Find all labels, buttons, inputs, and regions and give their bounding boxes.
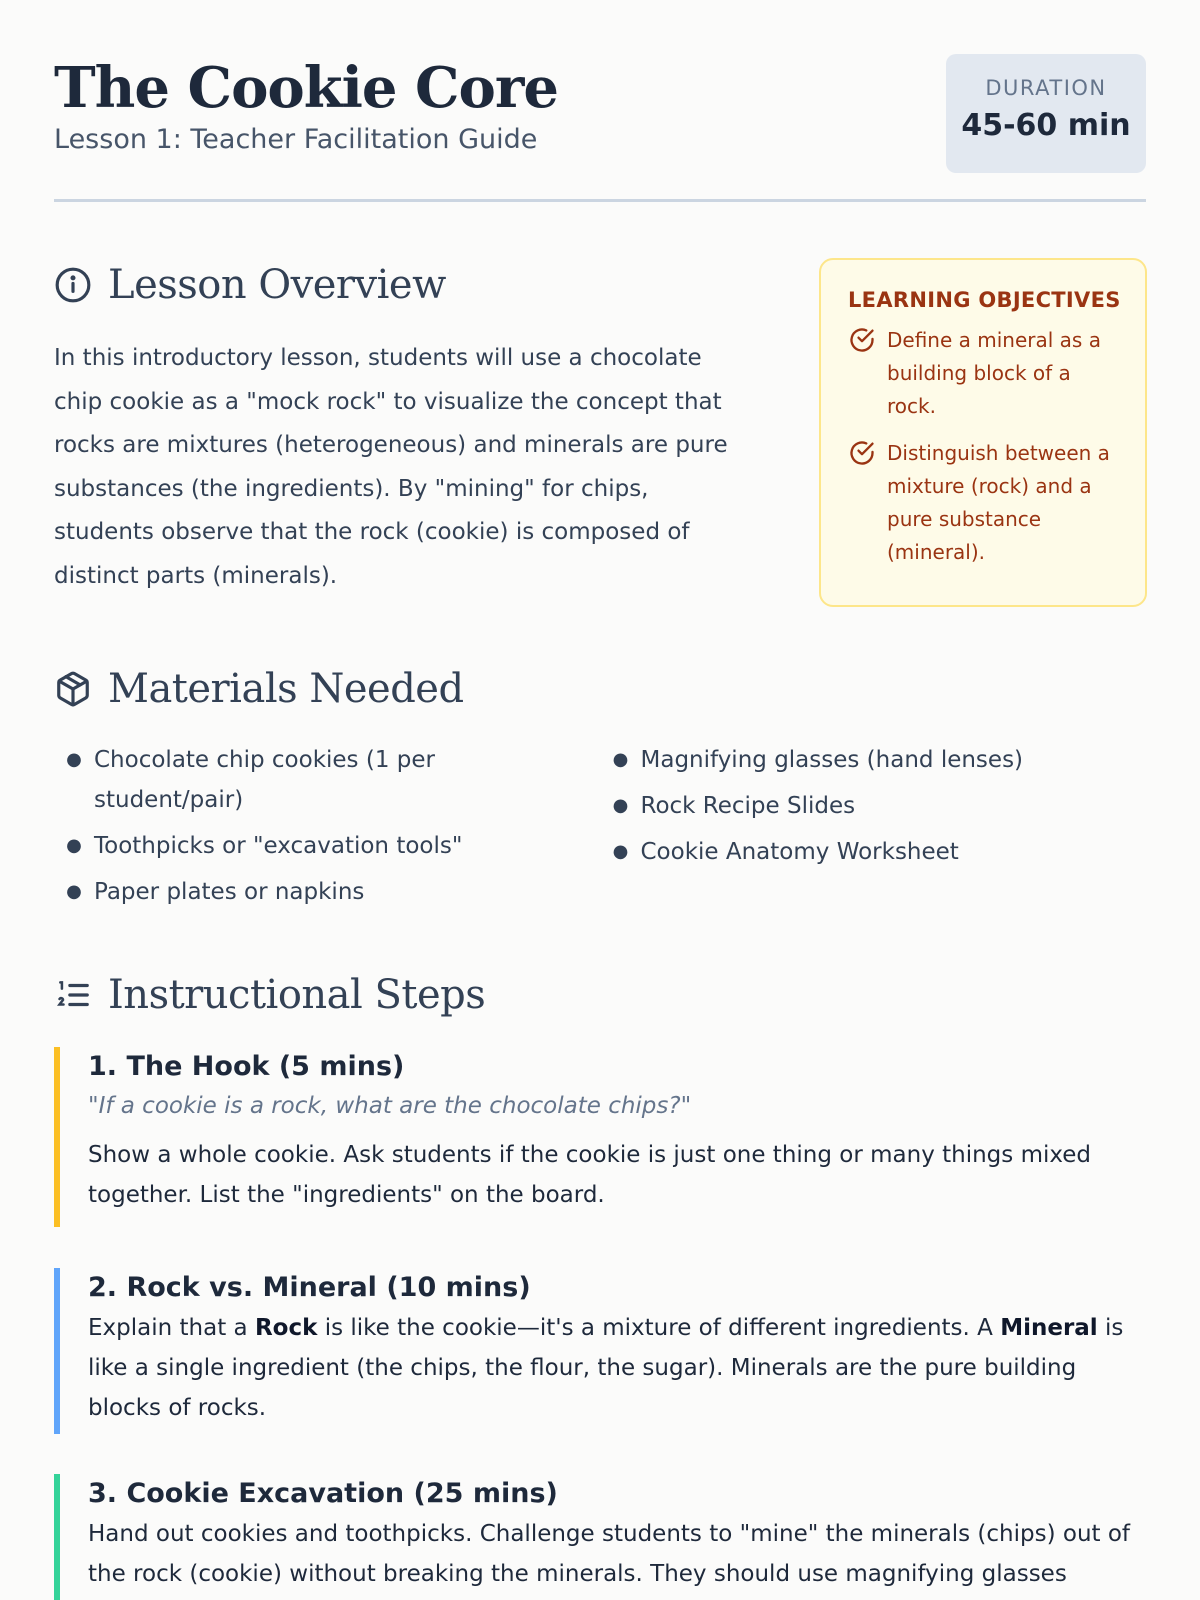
bullet: ● [612,795,629,816]
materials-column-right [601,740,1148,918]
bullet: ● [612,749,629,770]
page-subtitle: Lesson 1: Teacher Facilitation Guide [54,124,538,155]
objective-text: Define a mineral as a building block of a rock. [887,328,1101,418]
step-body-text: Explain that a [88,1315,255,1341]
bullet: ● [612,841,629,862]
material-text: Magnifying glasses (hand lenses) [640,747,1024,773]
step-accent-bar [54,1047,60,1227]
materials-column-left [54,740,601,918]
material-item [601,786,1148,826]
bullet: ● [66,881,82,902]
step-title: 1. The Hook (5 mins) [88,1051,405,1082]
materials-heading [54,666,464,712]
step-body: Hand out cookies and toothpicks. Challenge students to "mine" the minerals (chips) out of the rock (cookie) without breaking the minerals. They should use magnifying glasses [88,1521,1131,1587]
duration-badge [946,54,1146,173]
info-circle-icon [54,266,92,304]
duration-label: DURATION [985,76,1107,100]
check-circle-icon [848,439,876,467]
objective-text: Distinguish between a mixture (rock) and a pure substance (mineral). [887,441,1110,564]
duration-value: 45-60 min [961,108,1131,143]
step-quote: "If a cookie is a rock, what are the chocolate chips?" [88,1093,692,1119]
step-1 [54,1047,1147,1227]
step-2 [54,1268,1147,1434]
step-body: Show a whole cookie. Ask students if the cookie is just one thing or many things mixed together. List the "ingredients" on the board. [88,1142,1092,1208]
term-mineral: Mineral [1000,1315,1098,1341]
overview-heading [54,262,446,308]
overview-title: Lesson Overview [108,262,446,308]
step-3 [54,1474,1147,1600]
step-accent-bar [54,1474,60,1600]
material-item [54,872,601,912]
bullet: ● [66,835,82,856]
step-title: 2. Rock vs. Mineral (10 mins) [88,1272,531,1303]
step-body-text: is like a single ingredient (the chips, the flour, the sugar). Minerals are the pure building blocks of rocks. [88,1315,1124,1421]
objective-item [848,324,1121,423]
material-text: Paper plates or napkins [94,879,365,905]
material-text: Chocolate chip cookies (1 per student/pair) [94,747,435,813]
materials-list [54,740,1147,918]
overview-text: In this introductory lesson, students will use a chocolate chip cookie as a "mock rock" to visualize the concept that rocks are mixtures (heterogeneous) and minerals are pure substances (the ingredients). By "mining" for chips, students observe that the rock (cookie) is composed of distinct parts (minerals). [54,345,728,589]
material-item [54,740,601,820]
step-body [88,1308,1147,1428]
material-text: Toothpicks or "excavation tools" [94,833,463,859]
package-icon [54,670,92,708]
step-body-text: is like the cookie—it's a mixture of different ingredients. A [317,1315,1001,1341]
page-title: The Cookie Core [54,55,559,121]
material-text: Rock Recipe Slides [640,793,856,819]
objective-item [848,437,1121,569]
step-accent-bar [54,1268,60,1434]
learning-objectives-box [819,258,1147,607]
material-item [601,832,1148,872]
materials-title: Materials Needed [108,666,464,712]
bullet: ● [66,749,82,770]
objectives-title: LEARNING OBJECTIVES [848,288,1121,312]
material-item [601,740,1148,780]
material-text: Cookie Anatomy Worksheet [640,839,959,865]
check-circle-icon [848,326,876,354]
term-rock: Rock [254,1315,318,1341]
numbered-list-icon [54,976,92,1014]
material-item [54,826,601,866]
step-title: 3. Cookie Excavation (25 mins) [88,1478,558,1509]
steps-heading [54,972,485,1018]
objectives-list [848,324,1121,569]
steps-title: Instructional Steps [108,972,486,1018]
header [54,52,1146,202]
